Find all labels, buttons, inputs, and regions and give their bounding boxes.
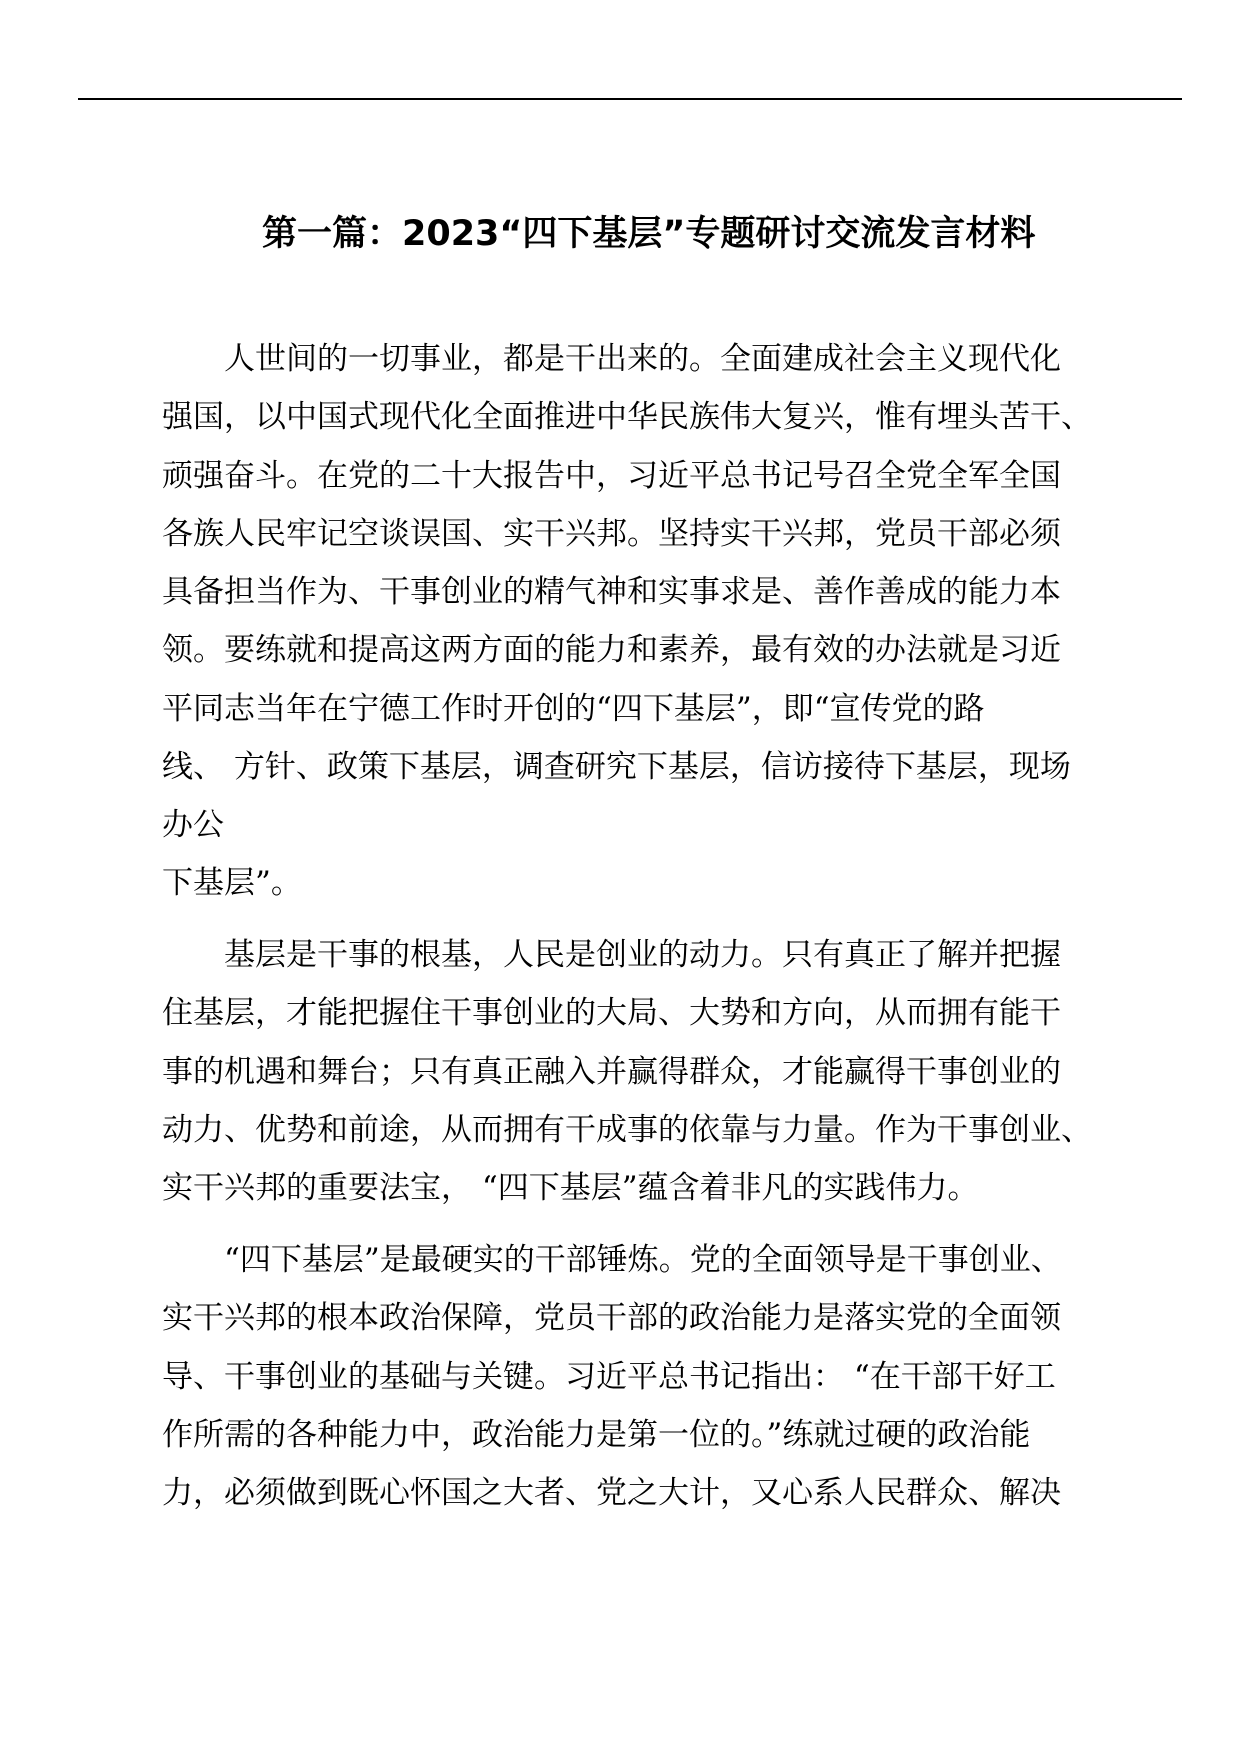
header-rule <box>78 98 1182 100</box>
paragraph-line: 下基层”。 <box>162 865 302 901</box>
document-title: 第一篇：2023“四下基层”专题研讨交流发言材料 <box>262 214 1036 254</box>
paragraph-line: 平同志当年在宁德工作时开创的“四下基层”，即“宣传党的路 <box>162 691 985 727</box>
paragraph-line: 顽强奋斗。在党的二十大报告中，习近平总书记号召全党全军全国 <box>162 458 1061 494</box>
paragraph-line: 事的机遇和舞台；只有真正融入并赢得群众，才能赢得干事创业的 <box>162 1054 1061 1090</box>
paragraph-line: 具备担当作为、干事创业的精气神和实事求是、善作善成的能力本 <box>162 574 1061 610</box>
paragraph-line: 人世间的一切事业，都是干出来的。全面建成社会主义现代化 <box>162 341 1061 377</box>
paragraph-line: 实干兴邦的根本政治保障，党员干部的政治能力是落实党的全面领 <box>162 1300 1061 1336</box>
paragraph-line: 强国，以中国式现代化全面推进中华民族伟大复兴，惟有埋头苦干、 <box>162 399 1092 435</box>
paragraph-line: “四下基层”是最硬实的干部锤炼。党的全面领导是干事创业、 <box>162 1242 1062 1278</box>
paragraph-line: 住基层，才能把握住干事创业的大局、大势和方向，从而拥有能干 <box>162 995 1061 1031</box>
paragraph-line: 基层是干事的根基，人民是创业的动力。只有真正了解并把握 <box>162 937 1061 973</box>
paragraph-line: 作所需的各种能力中，政治能力是第一位的。”练就过硬的政治能 <box>162 1417 1031 1453</box>
paragraph-line: 导、干事创业的基础与关键。习近平总书记指出： “在干部干好工 <box>162 1359 1056 1395</box>
paragraph-line: 领。要练就和提高这两方面的能力和素养，最有效的办法就是习近 <box>162 632 1061 668</box>
paragraph-line: 线、 方针、政策下基层，调查研究下基层，信访接待下基层，现场 <box>162 749 1071 785</box>
paragraph-line: 实干兴邦的重要法宝， “四下基层”蕴含着非凡的实践伟力。 <box>162 1170 979 1206</box>
paragraph-line: 各族人民牢记空谈误国、实干兴邦。坚持实干兴邦，党员干部必须 <box>162 516 1061 552</box>
paragraph-line: 力，必须做到既心怀国之大者、党之大计，又心系人民群众、解决 <box>162 1475 1061 1511</box>
paragraph-line: 办公 <box>162 807 224 843</box>
paragraph-line: 动力、优势和前途，从而拥有干成事的依靠与力量。作为干事创业、 <box>162 1112 1092 1148</box>
